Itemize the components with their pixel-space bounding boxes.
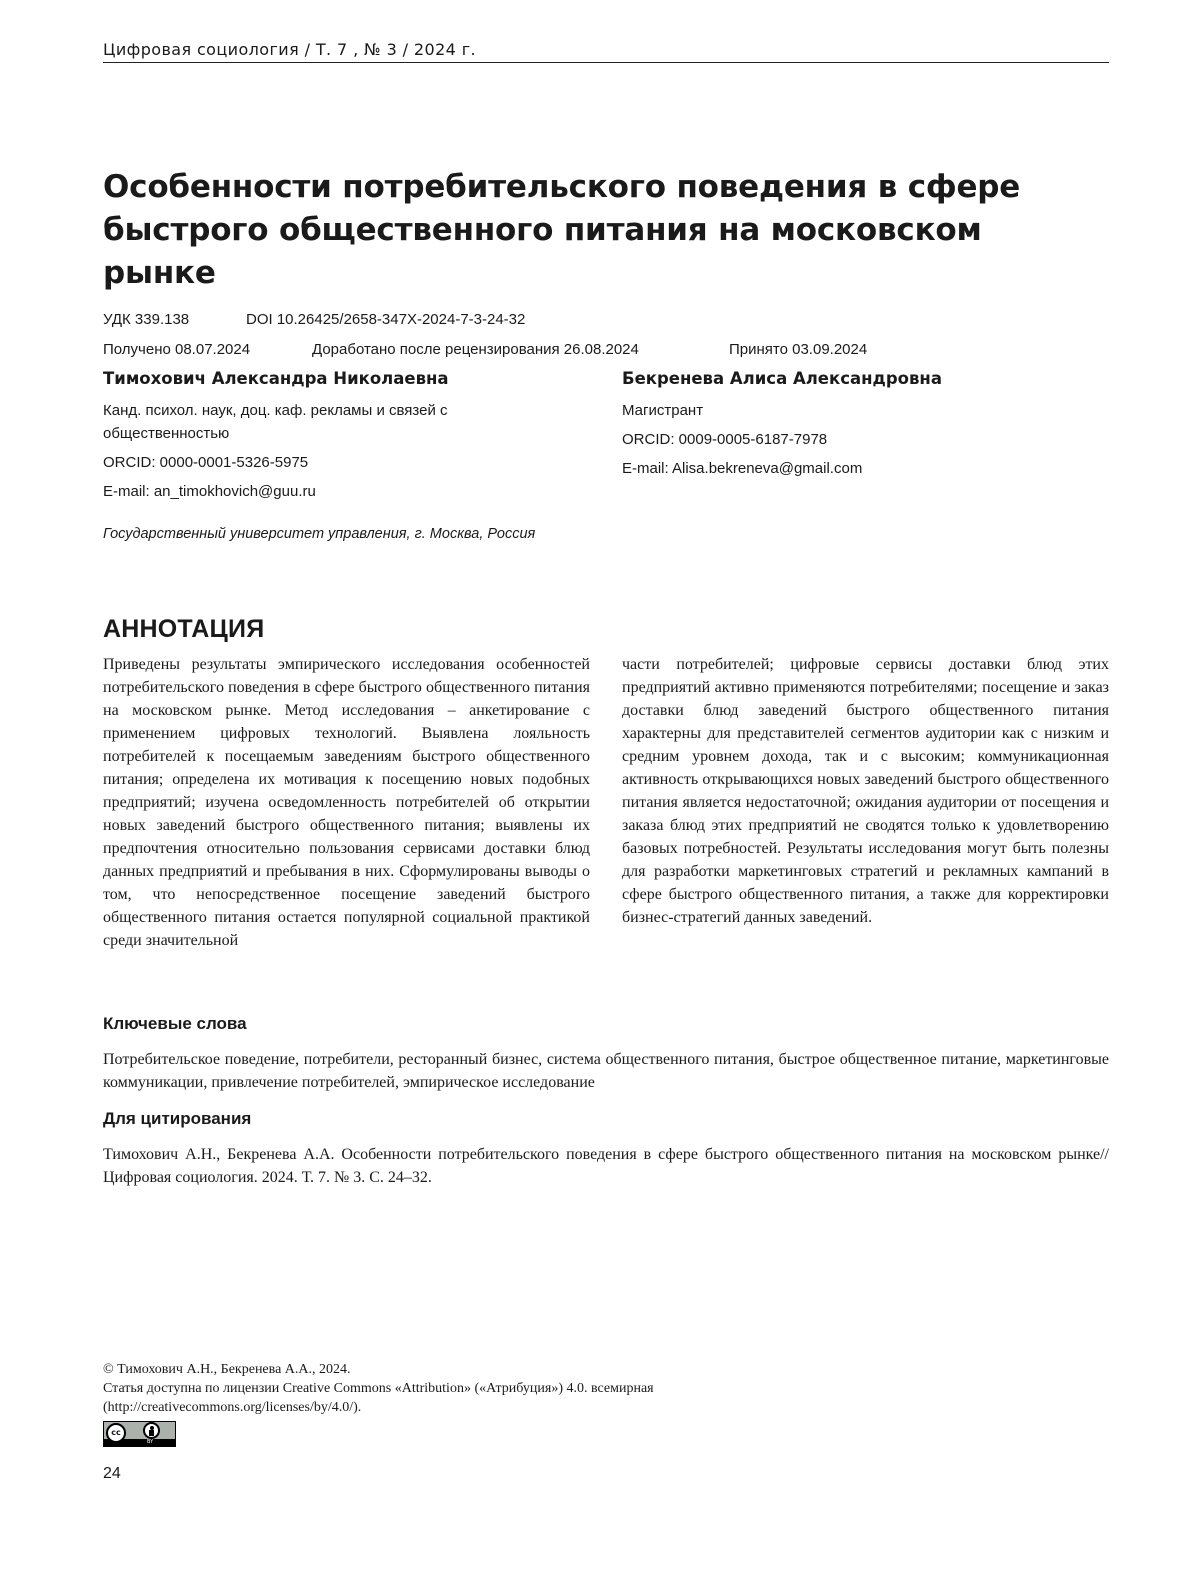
- by-label: BY: [147, 1439, 154, 1445]
- citation-heading: Для цитирования: [103, 1109, 252, 1128]
- doi-identifier: DOI 10.26425/2658-347X-2024-7-3-24-32: [246, 311, 526, 328]
- running-header: Цифровая социология / Т. 7 , № 3 / 2024 г.: [103, 40, 1109, 63]
- author-1-orcid: ORCID: 0000-0001-5326-5975: [103, 454, 309, 471]
- accepted-date: Принято 03.09.2024: [729, 341, 868, 358]
- citation-text: Тимохович А.Н., Бекренева А.А. Особенности потребительского поведения в сфере быстрого общественного питания на московском рынке//Цифровая социология. 2024. Т. 7. № 3. С. 24–32.: [103, 1146, 1109, 1186]
- license-url[interactable]: (http://creativecommons.org/licenses/by/4.0/).: [103, 1400, 362, 1415]
- affiliation: Государственный университет управления, г. Москва, Россия: [103, 526, 536, 542]
- license-block: [103, 1360, 1109, 1417]
- cc-icon: cc: [106, 1423, 126, 1443]
- article-title: Особенности потребительского поведения в сфере быстрого общественного питания на московском рынке: [103, 169, 1021, 291]
- abstract-right-column: части потребителей; цифровые сервисы доставки блюд этих предприятий активно применяются потребителями; посещение и заказ доставки блюд заведений быстрого общественного питания характерны для представителей сегментов аудитории как с низким и средним уровнем дохода, так и с высоким; коммуникационная активность открывающихся новых заведений быстрого общественного питания является недостаточной; ожидания аудитории от посещения и заказа блюд этих предприятий не сводятся только к удовлетворению базовых потребностей. Результаты исследования могут быть полезны для разработки маркетинговых стратегий и рекламных кампаний в сфере быстрого общественного питания, а также для корректировки бизнес-стратегий данных заведений.: [622, 656, 1109, 926]
- received-date: Получено 08.07.2024: [103, 341, 251, 358]
- keywords-heading: Ключевые слова: [103, 1014, 247, 1033]
- author-1-email[interactable]: E-mail: an_timokhovich@guu.ru: [103, 483, 316, 500]
- author-2-position: Магистрант: [622, 402, 704, 419]
- keywords-text: Потребительское поведение, потребители, ресторанный бизнес, система общественного питания, быстрое общественное питание, маркетинговые коммуникации, привлечение потребителей, эмпирическое исследование: [103, 1051, 1109, 1091]
- revised-date: Доработано после рецензирования 26.08.2024: [312, 341, 639, 358]
- udk-code: УДК 339.138: [103, 311, 190, 328]
- author-1-name: Тимохович Александра Николаевна: [103, 369, 449, 388]
- license-line: Статья доступна по лицензии Creative Commons «Attribution» («Атрибуция») 4.0. всемирная: [103, 1381, 654, 1396]
- abstract-heading: АННОТАЦИЯ: [103, 615, 265, 643]
- page-number: 24: [103, 1465, 121, 1482]
- attribution-person-icon: [143, 1422, 160, 1439]
- author-2-orcid: ORCID: 0009-0005-6187-7978: [622, 431, 828, 448]
- abstract-left-column: Приведены результаты эмпирического исследования особенностей потребительского поведения в сфере быстрого общественного питания на московском рынке. Метод исследования – анкетирование с применением цифровых технологий. Выявлена лояльность потребителей к посещаемым заведениям быстрого общественного питания; определена их мотивация к посещению новых подобных предприятий; изучена осведомленность потребителей об открытии новых заведений быстрого общественного питания; выявлены их предпочтения относительно пользования сервисами доставки блюд данных предприятий и пребывания в них. Сформулированы выводы о том, что непосредственное посещение заведений быстрого общественного питания остается популярной социальной практикой среди значительной: [103, 656, 590, 949]
- copyright-line: © Тимохович А.Н., Бекренева А.А., 2024.: [103, 1362, 351, 1377]
- author-2-email[interactable]: E-mail: Alisa.bekreneva@gmail.com: [622, 460, 863, 477]
- author-1-position: Канд. психол. наук, доц. каф. рекламы и связей с общественностью: [103, 402, 448, 442]
- author-2-name: Бекренева Алиса Александровна: [622, 369, 942, 388]
- cc-by-license-badge-icon[interactable]: [103, 1421, 176, 1447]
